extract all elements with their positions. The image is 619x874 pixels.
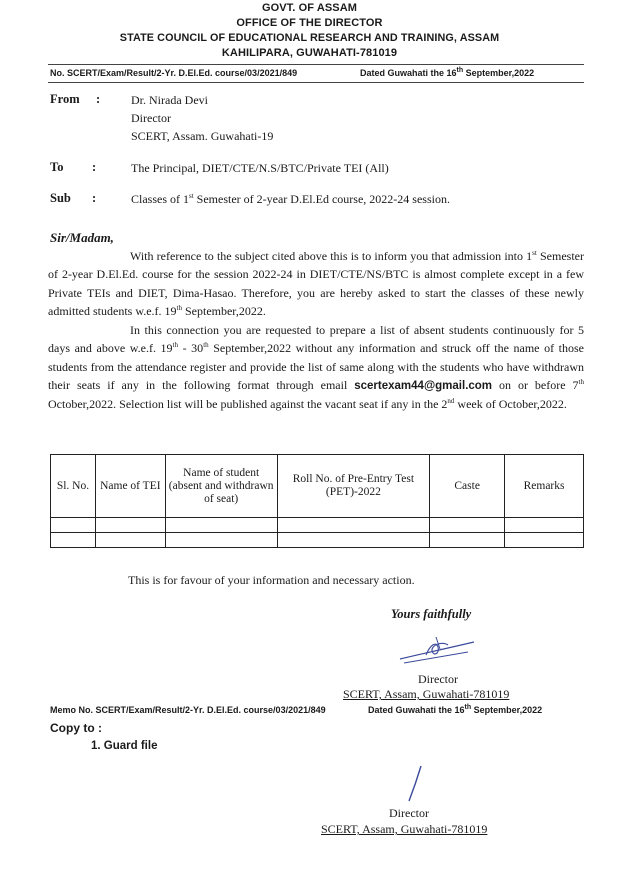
from-label: From bbox=[50, 92, 80, 106]
table-cell bbox=[51, 518, 96, 533]
header-office: OFFICE OF THE DIRECTOR bbox=[236, 17, 383, 29]
header-council: STATE COUNCIL OF EDUCATIONAL RESEARCH AND TRAINING, ASSAM bbox=[119, 32, 500, 44]
signatory-designation-2: Director bbox=[389, 806, 429, 820]
table-cell bbox=[165, 518, 277, 533]
from-colon: : bbox=[96, 92, 101, 106]
to-recipient: The Principal, DIET/CTE/N.S/BTC/Private TEI (All) bbox=[131, 161, 389, 175]
body-paragraph-2: In this connection you are requested to prepare a list of absent students continuously for 5 days and above w.e.f. 19th - 30th September,2022 without any information and struck off the name of those students from the attendance register and provide the list of same along with the students who have withdrawn their seats if any in the following format through email scertexam44@gmail.com on or before 7th October,2022. Selection list will be published against the vacant seat if any in the 2nd week of October,2022. bbox=[48, 323, 585, 412]
format-table bbox=[50, 454, 584, 548]
to-label: To bbox=[50, 160, 64, 174]
column-header: Name of TEI bbox=[95, 455, 165, 518]
table-row bbox=[51, 533, 584, 548]
from-name: Dr. Nirada Devi bbox=[131, 93, 208, 107]
from-office: SCERT, Assam. Guwahati-19 bbox=[131, 129, 274, 143]
column-header: Sl. No. bbox=[51, 455, 96, 518]
to-colon: : bbox=[92, 160, 97, 174]
column-header: Remarks bbox=[505, 455, 584, 518]
body-paragraph-1: With reference to the subject cited above this is to inform you that admission into 1st Semester of 2-year D.El.Ed. course for the session 2022-24 in DIET/CTE/NS/BTC is almost complete except in a few Private TEIs and DIET, Dima-Hasao. Therefore, you are hereby asked to start the classes of these newly admitted students w.e.f. 19th September,2022. bbox=[48, 249, 584, 318]
table-cell bbox=[277, 533, 430, 548]
column-header: Name of student (absent and withdrawn of seat) bbox=[165, 455, 277, 518]
signatory-designation-1: Director bbox=[418, 672, 458, 686]
column-header: Caste bbox=[430, 455, 505, 518]
signatory-office-1: SCERT, Assam, Guwahati-781019 bbox=[343, 687, 510, 701]
table-row bbox=[51, 518, 584, 533]
header-address: KAHILIPARA, GUWAHATI-781019 bbox=[221, 47, 398, 59]
salutation: Sir/Madam, bbox=[50, 230, 114, 245]
table-cell bbox=[165, 533, 277, 548]
table-cell bbox=[430, 533, 505, 548]
table-cell bbox=[95, 518, 165, 533]
reference-number: No. SCERT/Exam/Result/2-Yr. D.El.Ed. course/03/2021/849 bbox=[50, 68, 298, 78]
memo-date: Dated Guwahati the 16th September,2022 bbox=[368, 704, 543, 715]
email-address[interactable]: scertexam44@gmail.com bbox=[354, 379, 493, 392]
subject-colon: : bbox=[92, 191, 97, 205]
signature-2 bbox=[404, 764, 428, 804]
copy-to-item: 1. Guard file bbox=[91, 740, 158, 752]
table-cell bbox=[277, 518, 430, 533]
table-cell bbox=[51, 533, 96, 548]
table-cell bbox=[95, 533, 165, 548]
table-header-row bbox=[51, 455, 584, 518]
subject-text: Classes of 1st Semester of 2-year D.El.Ed course, 2022-24 session. bbox=[131, 192, 450, 206]
table-cell bbox=[430, 518, 505, 533]
copy-to-label: Copy to : bbox=[50, 721, 102, 735]
from-designation: Director bbox=[131, 111, 171, 125]
header-rule-top bbox=[48, 64, 584, 65]
subject-label: Sub bbox=[50, 191, 71, 205]
table-cell bbox=[505, 533, 584, 548]
table-cell bbox=[505, 518, 584, 533]
memo-number: Memo No. SCERT/Exam/Result/2-Yr. D.El.Ed. course/03/2021/849 bbox=[50, 705, 326, 715]
header-rule-bottom bbox=[48, 82, 584, 83]
header-govt: GOVT. OF ASSAM bbox=[261, 2, 358, 14]
reference-date: Dated Guwahati the 16th September,2022 bbox=[360, 67, 535, 78]
signatory-office-2: SCERT, Assam, Guwahati-781019 bbox=[321, 822, 488, 836]
column-header: Roll No. of Pre-Entry Test (PET)-2022 bbox=[277, 455, 430, 518]
closing-note: This is for favour of your information and necessary action. bbox=[128, 573, 415, 587]
signature-1 bbox=[396, 633, 478, 667]
signoff: Yours faithfully bbox=[391, 607, 472, 621]
